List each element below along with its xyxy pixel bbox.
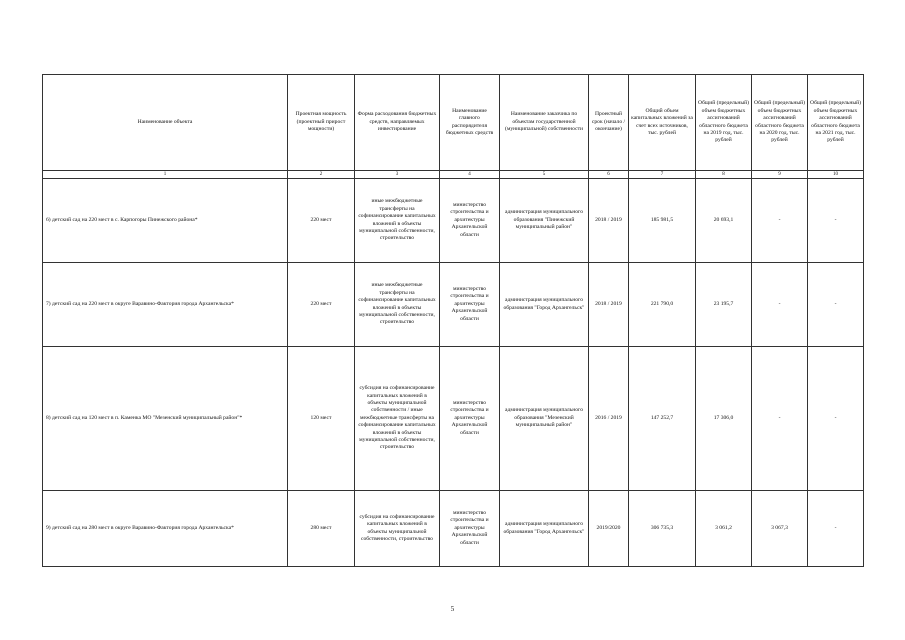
budget-2020-cell: -: [752, 263, 808, 347]
column-number: 8: [696, 171, 752, 179]
header-cell: Наименование объекта: [43, 75, 288, 171]
object-name: 7) детский сад на 220 мест в округе Варавино-Фактория города Архангельска*: [43, 263, 288, 347]
header-cell: Наименование заказчика по объектам государственной (муниципальной) собственности: [500, 75, 589, 171]
capacity-cell: 220 мест: [288, 179, 355, 263]
budget-2021-cell: -: [808, 491, 864, 567]
total-cell: 185 981,5: [629, 179, 696, 263]
funding-form-cell: субсидия на софинансирование капитальных вложений в объекты муниципальной собственности, строительство: [355, 491, 440, 567]
page-number: 5: [450, 605, 455, 613]
customer-cell: администрация муниципального образования "Город Архангельск": [500, 491, 589, 567]
funding-form-cell: иные межбюджетные трансферты на софинансирование капитальных вложений в объекты муниципальной собственности, строительство: [355, 179, 440, 263]
budget-2019-cell: 17 306,0: [696, 347, 752, 491]
header-cell: Проектная мощность (проектный прирост мощности): [288, 75, 355, 171]
column-number: 9: [752, 171, 808, 179]
budget-manager-cell: министерство строительства и архитектуры Архангельской области: [440, 263, 500, 347]
table-row: [43, 263, 864, 347]
header-cell: Общий объем капитальных вложений за счет всех источников, тыс. рублей: [629, 75, 696, 171]
header-cell: Общий (предельный) объем бюджетных ассигнований областного бюджета на 2021 год, тыс. рублей: [808, 75, 864, 171]
table-row: [43, 179, 864, 263]
term-cell: 2019/2020: [589, 491, 629, 567]
budget-2020-cell: 3 067,3: [752, 491, 808, 567]
object-name: 6) детский сад на 220 мест в с. Карпогоры Пинежского района*: [43, 179, 288, 263]
column-number: 4: [440, 171, 500, 179]
term-cell: 2018 / 2019: [589, 179, 629, 263]
column-number-row: [43, 171, 864, 179]
budget-manager-cell: министерство строительства и архитектуры Архангельской области: [440, 491, 500, 567]
table-row: [43, 347, 864, 491]
header-cell: Общий (предельный) объем бюджетных ассигнований областного бюджета на 2019 год, тыс. рублей: [696, 75, 752, 171]
term-cell: 2018 / 2019: [589, 263, 629, 347]
budget-2019-cell: 20 693,1: [696, 179, 752, 263]
column-number: 2: [288, 171, 355, 179]
column-number: 6: [589, 171, 629, 179]
budget-manager-cell: министерство строительства и архитектуры Архангельской области: [440, 347, 500, 491]
customer-cell: администрация муниципального образования "Город Архангельск": [500, 263, 589, 347]
header-cell: Форма расходования бюджетных средств, направляемых инвестирование: [355, 75, 440, 171]
capacity-cell: 120 мест: [288, 347, 355, 491]
budget-2021-cell: -: [808, 263, 864, 347]
funding-form-cell: субсидия на софинансирование капитальных вложений в объекты муниципальной собственности / иные межбюджетные трансферты на софинансирование капитальных вложений в объекты муниципальной собственности, строительство: [355, 347, 440, 491]
investment-table: [42, 74, 864, 567]
capacity-cell: 220 мест: [288, 263, 355, 347]
funding-form-cell: иные межбюджетные трансферты на софинансирование капитальных вложений в объекты муниципальной собственности, строительство: [355, 263, 440, 347]
column-number: 1: [43, 171, 288, 179]
column-number: 3: [355, 171, 440, 179]
budget-2020-cell: -: [752, 347, 808, 491]
header-row: [43, 75, 864, 171]
object-name: 9) детский сад на 280 мест в округе Варавино-Фактория города Архангельска*: [43, 491, 288, 567]
budget-2021-cell: -: [808, 179, 864, 263]
total-cell: 221 790,0: [629, 263, 696, 347]
column-number: 5: [500, 171, 589, 179]
budget-2020-cell: -: [752, 179, 808, 263]
header-cell: Проектный срок (начало / окончание): [589, 75, 629, 171]
table-row: [43, 491, 864, 567]
customer-cell: администрация муниципального образования "Мезенский муниципальный район": [500, 347, 589, 491]
budget-2019-cell: 23 195,7: [696, 263, 752, 347]
header-cell: Наименование главного распорядителя бюджетных средств: [440, 75, 500, 171]
header-cell: Общий (предельный) объем бюджетных ассигнований областного бюджета на 2020 год, тыс. рублей: [752, 75, 808, 171]
budget-manager-cell: министерство строительства и архитектуры Архангельской области: [440, 179, 500, 263]
budget-2021-cell: -: [808, 347, 864, 491]
budget-2019-cell: 3 061,2: [696, 491, 752, 567]
customer-cell: администрация муниципального образования "Пинежский муниципальный район": [500, 179, 589, 263]
column-number: 7: [629, 171, 696, 179]
capacity-cell: 280 мест: [288, 491, 355, 567]
total-cell: 306 735,3: [629, 491, 696, 567]
object-name: 8) детский сад на 120 мест в п. Каменка МО "Мезенский муниципальный район"*: [43, 347, 288, 491]
term-cell: 2016 / 2019: [589, 347, 629, 491]
total-cell: 147 252,7: [629, 347, 696, 491]
column-number: 10: [808, 171, 864, 179]
